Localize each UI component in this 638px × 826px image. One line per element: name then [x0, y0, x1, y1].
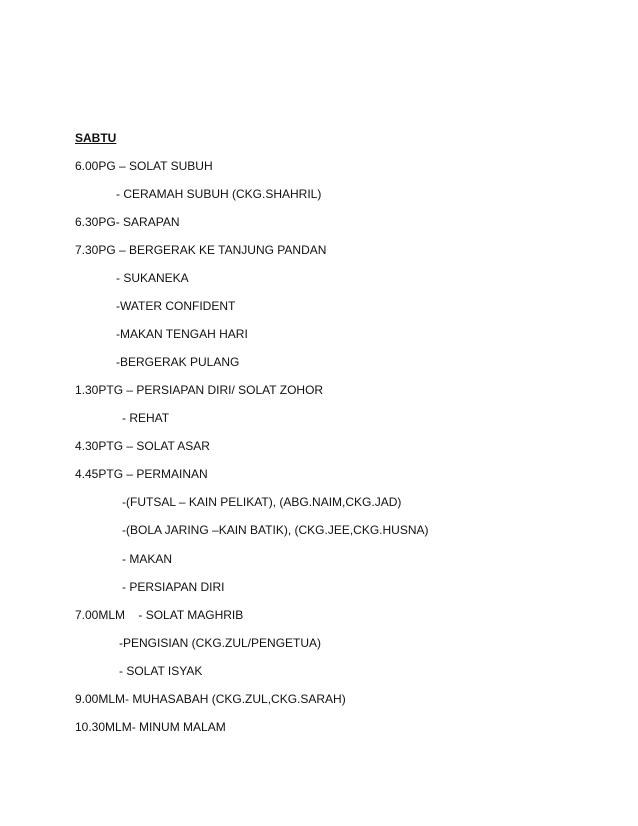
schedule-line: 1.30PTG – PERSIAPAN DIRI/ SOLAT ZOHOR [75, 383, 324, 397]
schedule-line: 9.00MLM- MUHASABAH (CKG.ZUL,CKG.SARAH) [75, 692, 346, 706]
day-heading: SABTU [75, 131, 117, 145]
schedule-line: 7.30PG – BERGERAK KE TANJUNG PANDAN [75, 243, 327, 257]
schedule-line: -(BOLA JARING –KAIN BATIK), (CKG.JEE,CKG.HUSNA) [122, 523, 429, 537]
schedule-line: -PENGISIAN (CKG.ZUL/PENGETUA) [119, 636, 322, 650]
schedule-line: - SOLAT ISYAK [119, 664, 203, 678]
schedule-line: - MAKAN [122, 552, 173, 566]
schedule-line: 6.30PG- SARAPAN [75, 215, 180, 229]
schedule-line: 6.00PG – SOLAT SUBUH [75, 159, 213, 173]
schedule-line: 4.45PTG – PERMAINAN [75, 467, 208, 481]
schedule-line: 4.30PTG – SOLAT ASAR [75, 439, 210, 453]
schedule-line: 7.00MLM - SOLAT MAGHRIB [75, 608, 244, 622]
schedule-line: -MAKAN TENGAH HARI [116, 327, 248, 341]
schedule-line: -(FUTSAL – KAIN PELIKAT), (ABG.NAIM,CKG.JAD) [122, 495, 402, 509]
schedule-line: - SUKANEKA [116, 271, 189, 285]
schedule-line: 10.30MLM- MINUM MALAM [75, 720, 226, 734]
schedule-line: -WATER CONFIDENT [116, 299, 236, 313]
schedule-line: - REHAT [122, 411, 170, 425]
schedule-line: -BERGERAK PULANG [116, 355, 240, 369]
schedule-line: - CERAMAH SUBUH (CKG.SHAHRIL) [116, 187, 322, 201]
schedule-line: - PERSIAPAN DIRI [122, 580, 225, 594]
